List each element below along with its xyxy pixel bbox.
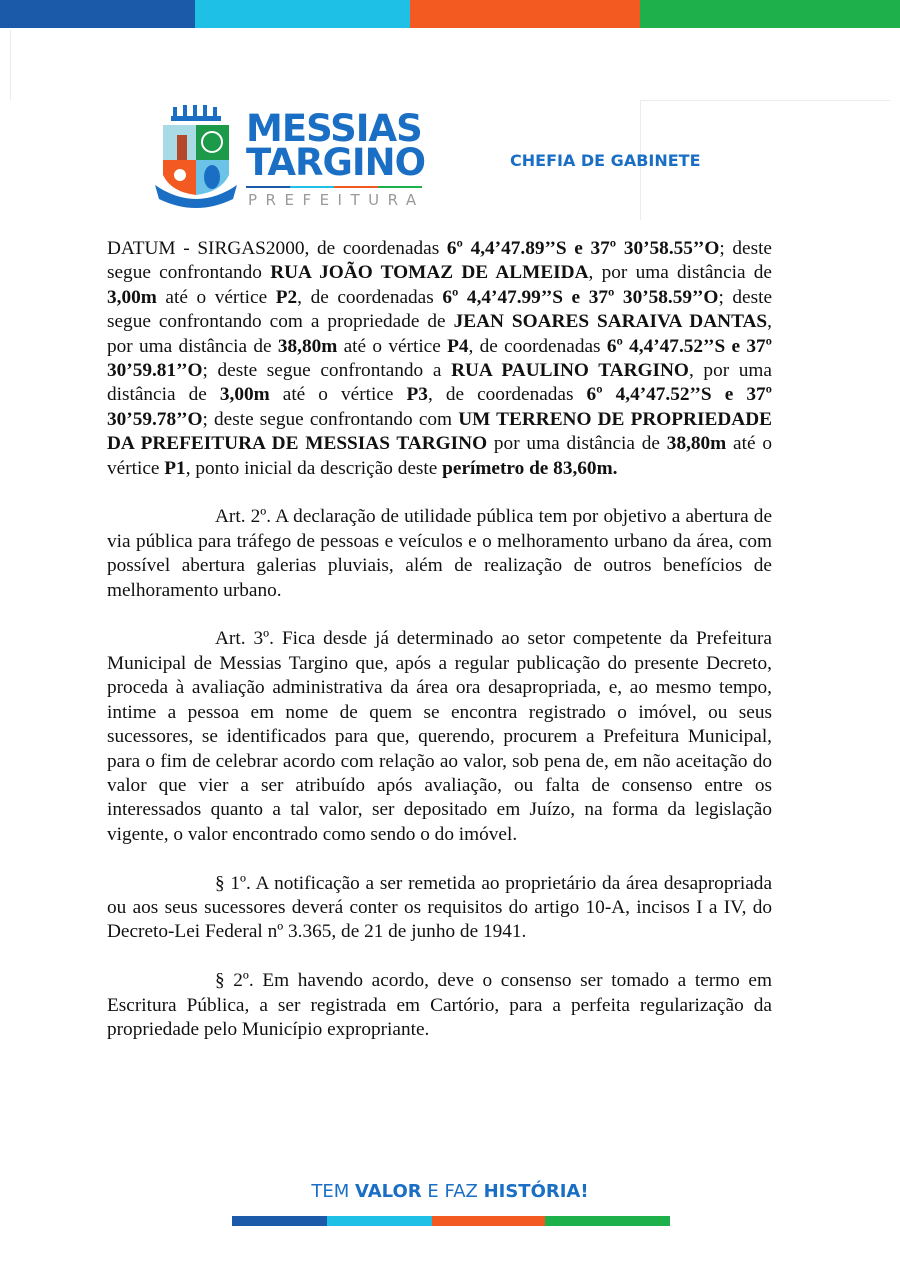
slogan-emphasis: VALOR <box>355 1181 422 1202</box>
brand-line-1: MESSIAS <box>246 107 422 150</box>
footer-slogan <box>0 1181 900 1202</box>
bold-text: P2 <box>275 286 298 308</box>
slogan-emphasis: HISTÓRIA! <box>483 1181 589 1202</box>
document-body <box>107 237 772 1067</box>
bold-text: JEAN SOARES SARAIVA DANTAS <box>453 311 768 333</box>
bold-text: 38,80m <box>666 433 727 455</box>
municipal-coat-of-arms-logo <box>155 105 237 210</box>
bold-text: P1 <box>164 457 186 479</box>
bold-text: 6º 4,4’47.99’’S e 37º 30’58.59’’O <box>442 286 719 308</box>
text: § 2º. Em havendo acordo, deve o consenso ser tomado a termo em Escritura Pública, a ser registrada em Cartório, para a perfeita regularização da propriedade pelo Município expropriante. <box>107 970 772 1040</box>
text: até o vértice <box>156 286 276 308</box>
department-title: CHEFIA DE GABINETE <box>510 151 701 170</box>
bold-text: perímetro de 83,60m. <box>442 457 618 479</box>
brand-subtitle: PREFEITURA <box>248 191 425 209</box>
text: até o vértice <box>269 384 407 406</box>
bold-text: P3 <box>406 384 428 406</box>
text: Art. 3º. Fica desde já determinado ao setor competente da Prefeitura Municipal de Messias Targino que, após a regular publicação do presente Decreto, proceda à avaliação administrativa da área ora desapropriada, e, ao mesmo tempo, intime a pessoa em nome de quem se encontra registrado o imóvel, ou seus sucessores, se identificados para que, querendo, procurem a Prefeitura Municipal, para o fim de celebrar acordo com relação ao valor, sob pena de, em não aceitação do valor que vier a ser atribuído após avaliação, ou falta de consenso entre os interessados quanto a tal valor, ser depositado em Juízo, na forma da legislação vigente, o valor encontrado como sendo o do imóvel. <box>107 628 772 845</box>
text: até o vértice <box>337 335 448 357</box>
background-decoration <box>640 100 890 101</box>
paragraph <box>107 505 772 603</box>
bold-text: 38,80m <box>277 335 338 357</box>
brand-rule <box>246 186 422 188</box>
text: , por uma distância de <box>107 360 772 406</box>
text: , por uma distância de <box>107 311 772 357</box>
paragraph <box>107 237 772 481</box>
background-decoration <box>10 30 11 100</box>
paragraph <box>107 872 772 945</box>
bold-text: UM TERRENO DE PROPRIEDADE DA PREFEITURA DE MESSIAS TARGINO <box>107 408 772 455</box>
text: até o vértice <box>107 433 772 479</box>
bold-text: P4 <box>447 335 469 357</box>
text: Art. 2º. A declaração de utilidade pública tem por objetivo a abertura de via pública para tráfego de pessoas e veículos e o melhoramento urbano da área, com possível abertura galerias pluviais, além de realização de outros benefícios de melhoramento urbano. <box>107 506 772 601</box>
text: por uma distância de <box>487 433 667 455</box>
bold-text: 6º 4,4’47.52’’S e 37º 30’59.78’’O <box>107 384 772 430</box>
slogan-part: TEM <box>311 1181 356 1202</box>
slogan-part: E FAZ <box>421 1181 484 1202</box>
text: , por uma distância de <box>588 262 772 284</box>
paragraph <box>107 969 772 1042</box>
bottom-color-bar <box>232 1216 670 1226</box>
text: ; deste segue confrontando <box>107 238 772 284</box>
bold-text: 3,00m <box>219 384 270 406</box>
bold-text: 3,00m <box>107 286 157 308</box>
paragraph <box>107 627 772 847</box>
top-color-bar <box>0 0 900 28</box>
text: , de coordenadas <box>427 384 587 406</box>
brand-name <box>246 107 426 184</box>
bold-text: 6º 4,4’47.52’’S e 37º 30’59.81’’O <box>107 335 772 382</box>
text: ; deste segue confrontando com a propriedade de <box>107 286 773 333</box>
brand-line-2: TARGINO <box>246 141 426 184</box>
text: DATUM - SIRGAS2000, de coordenadas <box>107 238 447 259</box>
text: ; deste segue confrontando com <box>202 408 459 430</box>
bold-text: 6º 4,4’47.89’’S e 37º 30’58.55’’O <box>446 238 720 259</box>
bold-text: RUA PAULINO TARGINO <box>451 360 689 382</box>
bold-text: RUA JOÃO TOMAZ DE ALMEIDA <box>270 262 589 284</box>
text: ; deste segue confrontando a <box>202 360 452 382</box>
text: , de coordenadas <box>297 286 443 308</box>
text: , de coordenadas <box>468 335 607 357</box>
text: , ponto inicial da descrição deste <box>185 457 443 479</box>
text: § 1º. A notificação a ser remetida ao proprietário da área desapropriada ou aos seus sucessores deverá conter os requisitos do artigo 10-A, incisos I a IV, do Decreto-Lei Federal nº 3.365, de 21 de junho de 1941. <box>107 872 772 943</box>
